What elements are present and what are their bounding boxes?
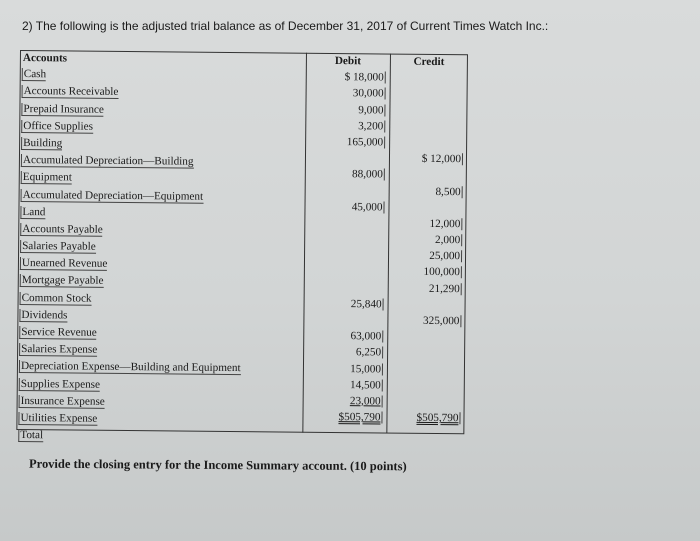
credit-value: $ 12,000	[421, 152, 462, 166]
credit-value: 21,290	[428, 282, 460, 295]
account-name: Unearned Revenue	[20, 257, 108, 271]
account-name: Mortgage Payable	[20, 274, 104, 288]
credit-value	[460, 396, 461, 408]
credit-cell	[388, 215, 466, 232]
debit-cell	[304, 198, 388, 215]
credit-cell	[386, 410, 464, 427]
account-name: Supplies Expense	[19, 378, 100, 392]
debit-cell	[303, 344, 387, 361]
account-name: Building	[21, 137, 62, 150]
account-name: Accounts Receivable	[22, 85, 119, 99]
debit-value: 165,000	[346, 136, 384, 149]
credit-cell	[387, 393, 465, 410]
account-name: Utilities Expense	[18, 412, 97, 426]
debit-cell	[303, 360, 387, 377]
debit-value	[383, 234, 384, 246]
debit-value: 3,200	[358, 119, 384, 133]
debit-value	[384, 153, 385, 165]
debit-cell	[305, 101, 389, 118]
debit-value: $ 18,000	[344, 71, 384, 84]
debit-value: 88,000	[351, 168, 383, 181]
credit-cell	[387, 313, 465, 330]
debit-value: 25,840	[350, 298, 382, 311]
accounts-header: Accounts	[22, 52, 68, 65]
account-name: Land	[20, 206, 45, 219]
credit-value: 325,000	[423, 314, 460, 328]
credit-cell	[389, 151, 467, 168]
credit-value: 12,000	[429, 217, 461, 231]
debit-cell	[304, 279, 388, 296]
debit-cell	[304, 215, 388, 232]
credit-cell	[387, 296, 465, 313]
credit-value: $505,790	[416, 411, 459, 425]
account-name: Salaries Expense	[19, 343, 97, 357]
credit-value	[460, 348, 461, 360]
debit-cell	[303, 393, 387, 410]
credit-value	[462, 170, 463, 182]
account-name: Common Stock	[20, 292, 92, 306]
debit-value: 45,000	[351, 200, 383, 214]
credit-value: 2,000	[434, 234, 461, 247]
debit-value: 30,000	[352, 87, 384, 100]
debit-value: $505,790	[338, 411, 381, 424]
account-name: Accounts Payable	[20, 223, 103, 237]
credit-value	[461, 299, 462, 311]
debit-column	[302, 53, 390, 426]
credit-value	[462, 137, 463, 149]
debit-value	[383, 250, 384, 262]
debit-cell	[304, 247, 388, 264]
account-name: Service Revenue	[19, 326, 97, 340]
credit-value	[460, 380, 461, 392]
instruction-text: Provide the closing entry for the Income Summary account. (10 points)	[28, 456, 407, 474]
credit-column	[386, 54, 468, 427]
credit-cell	[389, 134, 467, 151]
credit-value: 25,000	[429, 250, 461, 263]
account-name: Accumulated Depreciation—Equipment	[21, 189, 204, 204]
debit-cell	[304, 263, 388, 280]
account-name: Depreciation Expense—Building and Equipment	[19, 360, 241, 375]
debit-value: 6,250	[355, 346, 382, 359]
credit-cell	[390, 70, 468, 87]
credit-value	[462, 121, 463, 133]
account-name: Equipment	[21, 171, 72, 184]
debit-cell	[302, 409, 386, 426]
credit-cell	[390, 86, 468, 103]
credit-value	[462, 105, 463, 117]
credit-cell	[388, 264, 466, 281]
credit-cell	[389, 118, 467, 135]
credit-cell	[388, 248, 466, 265]
debit-value	[383, 282, 384, 294]
debit-cell	[303, 328, 387, 345]
debit-cell	[305, 166, 389, 183]
debit-value	[382, 314, 383, 326]
credit-cell	[388, 232, 466, 249]
question-text: 2) The following is the adjusted trial balance as of December 31, 2017 of Current Times Watch Inc.:	[22, 19, 549, 33]
account-name: Accumulated Depreciation—Building	[21, 154, 194, 169]
credit-cell	[387, 345, 465, 362]
debit-header: Debit	[334, 55, 362, 68]
credit-cell	[388, 280, 466, 297]
debit-value: 9,000	[358, 103, 384, 117]
credit-value	[463, 89, 464, 101]
debit-cell	[306, 85, 390, 102]
debit-cell	[305, 134, 389, 151]
credit-value: 100,000	[423, 266, 460, 279]
debit-cell	[305, 117, 389, 134]
account-name: Insurance Expense	[19, 395, 105, 409]
debit-cell	[306, 69, 390, 86]
debit-cell	[305, 182, 389, 199]
credit-cell	[387, 329, 465, 346]
debit-value: 63,000	[350, 330, 382, 343]
credit-cell	[389, 183, 467, 200]
debit-value: 14,500	[349, 378, 381, 392]
credit-cell	[387, 377, 465, 394]
credit-cell	[388, 199, 466, 216]
account-name: Salaries Payable	[20, 240, 96, 254]
debit-value	[383, 217, 384, 229]
credit-value	[460, 331, 461, 343]
credit-cell	[389, 167, 467, 184]
debit-cell	[303, 376, 387, 393]
credit-value	[461, 202, 462, 214]
debit-cell	[303, 312, 387, 329]
debit-cell	[305, 150, 389, 167]
debit-value	[384, 185, 385, 197]
table-row	[16, 427, 302, 447]
trial-balance-table	[16, 50, 462, 442]
credit-cell	[387, 361, 465, 378]
credit-value	[460, 364, 461, 376]
account-name: Cash	[22, 68, 46, 81]
debit-value: 15,000	[350, 362, 382, 376]
debit-cell	[304, 231, 388, 248]
account-name: Office Supplies	[21, 120, 93, 134]
debit-value: 23,000	[349, 395, 381, 408]
credit-value	[463, 72, 464, 84]
credit-header: Credit	[413, 55, 445, 69]
account-name: Dividends	[19, 309, 67, 322]
account-name: Prepaid Insurance	[21, 103, 104, 117]
debit-cell	[304, 296, 388, 313]
debit-value	[383, 266, 384, 278]
accounts-column	[16, 50, 306, 447]
credit-value: 8,500	[435, 185, 461, 198]
account-name: Total	[18, 429, 43, 442]
credit-cell	[389, 102, 467, 119]
